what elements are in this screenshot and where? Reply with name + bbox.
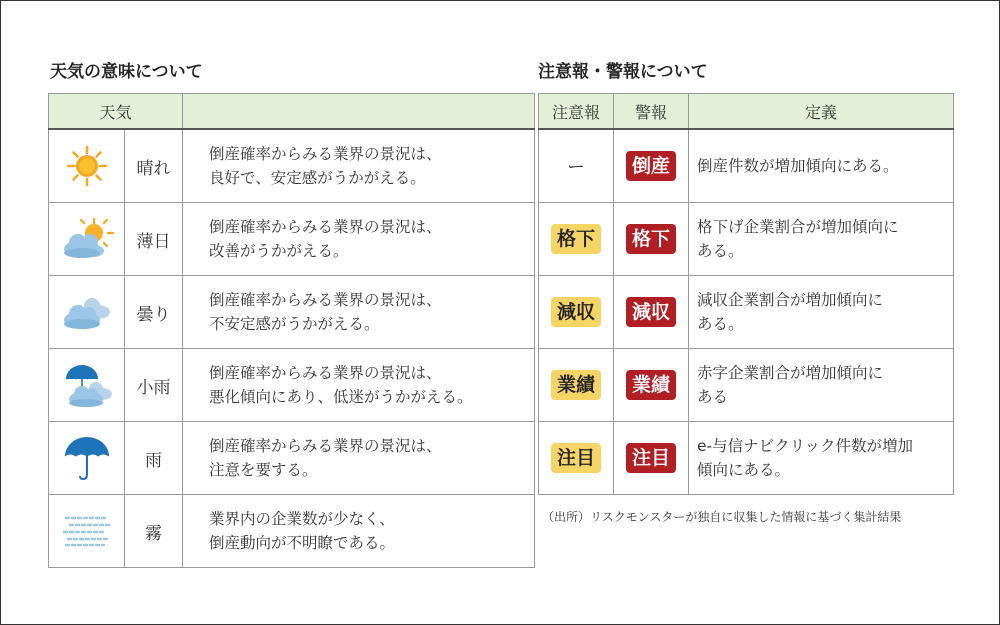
warning-badge: 倒産 bbox=[626, 151, 676, 181]
weather-description: 倒産確率からみる業界の景況は、 改善がうかがえる。 bbox=[183, 203, 535, 276]
advisory-badge: 注目 bbox=[551, 443, 601, 473]
warning-cell bbox=[614, 276, 689, 349]
advisory-cell bbox=[539, 203, 614, 276]
table-row bbox=[539, 422, 954, 495]
advisory-cell bbox=[539, 422, 614, 495]
table-row bbox=[539, 203, 954, 276]
weather-name: 晴れ bbox=[125, 129, 183, 203]
table-row bbox=[49, 129, 535, 203]
weather-section-title: 天気の意味について bbox=[50, 62, 203, 82]
warning-badge: 減収 bbox=[626, 297, 676, 327]
table-row bbox=[49, 349, 535, 422]
table-row bbox=[49, 203, 535, 276]
table-row bbox=[539, 349, 954, 422]
weather-name: 小雨 bbox=[125, 349, 183, 422]
warning-section-title: 注意報・警報について bbox=[538, 62, 708, 82]
advisory-badge: 減収 bbox=[551, 297, 601, 327]
fog-icon bbox=[49, 495, 125, 568]
warning-cell bbox=[614, 422, 689, 495]
weather-description: 倒産確率からみる業界の景況は、 不安定感がうかがえる。 bbox=[183, 276, 535, 349]
weather-description: 倒産確率からみる業界の景況は、 良好で、安定感がうかがえる。 bbox=[183, 129, 535, 203]
definition-cell: 格下げ企業割合が増加傾向に ある。 bbox=[689, 203, 954, 276]
cloud-icon bbox=[49, 276, 125, 349]
table-row bbox=[49, 495, 535, 568]
sun-icon bbox=[49, 129, 125, 203]
weather-name: 薄日 bbox=[125, 203, 183, 276]
warning-header-warning: 警報 bbox=[614, 94, 689, 130]
warning-badge: 業績 bbox=[626, 370, 676, 400]
advisory-none: ー bbox=[567, 157, 585, 178]
advisory-cell bbox=[539, 129, 614, 203]
definition-cell: 減収企業割合が増加傾向に ある。 bbox=[689, 276, 954, 349]
table-row bbox=[49, 422, 535, 495]
weather-description: 倒産確率からみる業界の景況は、 悪化傾向にあり、低迷がうかがえる。 bbox=[183, 349, 535, 422]
definition-cell: 倒産件数が増加傾向にある。 bbox=[689, 129, 954, 203]
warning-cell bbox=[614, 129, 689, 203]
weather-table bbox=[48, 93, 535, 568]
weather-name: 霧 bbox=[125, 495, 183, 568]
source-note: （出所）リスクモンスターが独自に収集した情報に基づく集計結果 bbox=[542, 510, 902, 524]
advisory-badge: 格下 bbox=[551, 224, 601, 254]
sun-behind-cloud-icon bbox=[49, 203, 125, 276]
warning-header-advisory: 注意報 bbox=[539, 94, 614, 130]
warning-table bbox=[538, 93, 954, 495]
warning-cell bbox=[614, 349, 689, 422]
warning-cell bbox=[614, 203, 689, 276]
warning-header-definition: 定義 bbox=[689, 94, 954, 130]
umbrella-icon bbox=[49, 422, 125, 495]
advisory-cell bbox=[539, 276, 614, 349]
umbrella-cloud-icon bbox=[49, 349, 125, 422]
weather-description: 業界内の企業数が少なく、 倒産動向が不明瞭である。 bbox=[183, 495, 535, 568]
table-row bbox=[49, 276, 535, 349]
warning-badge: 格下 bbox=[626, 224, 676, 254]
advisory-badge: 業績 bbox=[551, 370, 601, 400]
warning-badge: 注目 bbox=[626, 443, 676, 473]
definition-cell: 赤字企業割合が増加傾向に ある bbox=[689, 349, 954, 422]
weather-description: 倒産確率からみる業界の景況は、 注意を要する。 bbox=[183, 422, 535, 495]
weather-header-desc bbox=[183, 94, 535, 130]
definition-cell: e-与信ナビクリック件数が増加 傾向にある。 bbox=[689, 422, 954, 495]
advisory-cell bbox=[539, 349, 614, 422]
weather-name: 曇り bbox=[125, 276, 183, 349]
weather-header-weather: 天気 bbox=[49, 94, 183, 130]
table-row bbox=[539, 129, 954, 203]
weather-name: 雨 bbox=[125, 422, 183, 495]
table-row bbox=[539, 276, 954, 349]
